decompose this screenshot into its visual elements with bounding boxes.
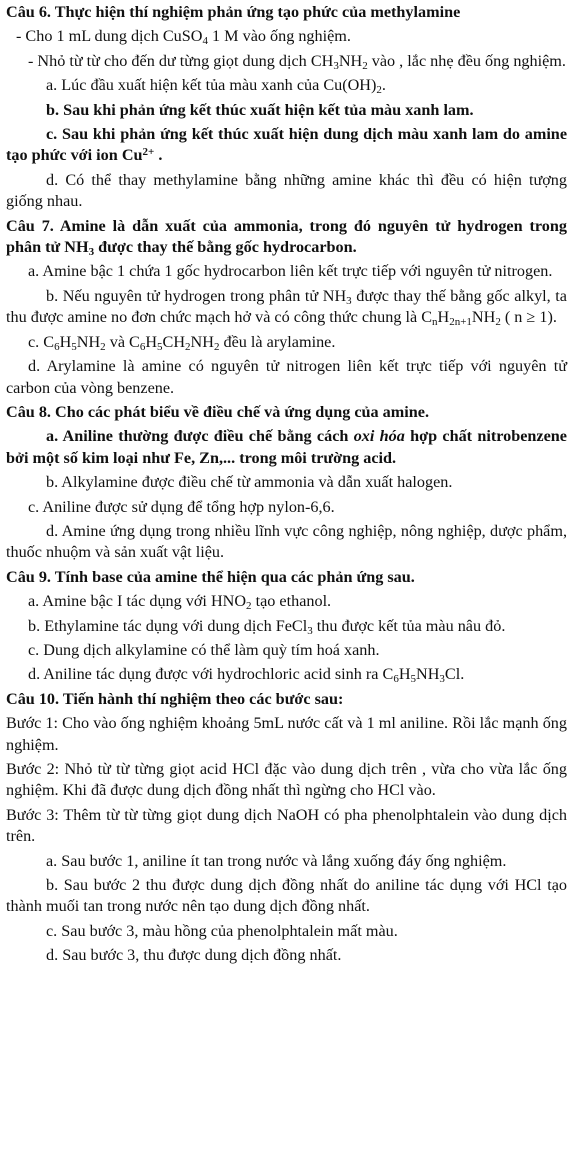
question-9-option-b: b. Ethylamine tác dụng với dung dịch FeCl$_3$ thu được kết tủa màu nâu đỏ. [28,616,506,637]
question-10-title: Câu 10. Tiến hành thí nghiệm theo các bước sau: [6,689,344,708]
question-7-title: Câu 7. Amine là dẫn xuất của ammonia, trong đó nguyên tử hydrogen trong phân tử $NH_3$ được thay thế bằng gốc hydrocarbon. [6,216,567,259]
question-6-option-b: b. Sau khi phản ứng kết thúc xuất hiện kết tủa màu xanh lam. [46,100,474,119]
question-9-option-d: d. Aniline tác dụng được với hydrochloric acid sinh ra $C_6H_5NH_3Cl$. [28,665,465,686]
question-10-step-2: Bước 2: Nhỏ từ từ từng giọt acid HCl đặc vào dung dịch trên , vừa cho vừa lắc ống nghiệm. Khi đã được dung dịch đồng nhất thì ngừng cho HCl vào. [6,760,567,800]
question-6-option-a: a. Lúc đầu xuất hiện kết tủa màu xanh của $Cu(OH)_2$. [46,76,386,97]
question-10-step-3: Bước 3: Thêm từ từ từng giọt dung dịch NaOH có pha phenolphtalein vào dung dịch trên. [6,805,567,846]
question-6-step-2: - Nhỏ từ từ cho đến dư từng giọt dung dịch $CH_3NH_2$ vào , lắc nhẹ đều ống nghiệm. [28,51,566,72]
question-6-option-d: d. Có thể thay methylamine bằng những amine khác thì đều có hiện tượng giống nhau. [6,170,567,211]
question-10-option-a: a. Sau bước 1, aniline ít tan trong nước và lắng xuống đáy ống nghiệm. [46,851,507,870]
question-7-option-d: d. Arylamine là amine có nguyên tử nitrogen liên kết trực tiếp với nguyên tử carbon của vòng benzene. [6,357,567,397]
question-10-option-b: b. Sau bước 2 thu được dung dịch đồng nhất do aniline tác dụng với HCl tạo thành muối tan trong nước nên tạo dung dịch đồng nhất. [6,876,567,916]
question-8-title: Câu 8. Cho các phát biểu về điều chế và ứng dụng của amine. [6,402,429,421]
question-7-option-c: c. $C_6H_5NH_2$ và $C_6H_5CH_2NH_2$ đều là arylamine. [28,332,336,353]
question-7-option-b: b. Nếu nguyên tử hydrogen trong phân tử $NH_3$ được thay thế bằng gốc alkyl, ta thu được amine no đơn chức mạch hở và có công thức chung là $C_nH_{2n+1}NH_2$ ( n ≥ 1). [6,286,567,329]
question-8-option-d: d. Amine ứng dụng trong nhiều lĩnh vực công nghiệp, nông nghiệp, dược phẩm, thuốc nhuộm và sản xuất vật liệu. [6,521,567,562]
question-9-option-a: a. Amine bậc I tác dụng với $HNO_2$ tạo ethanol. [28,592,332,613]
question-9-option-c: c. Dung dịch alkylamine có thể làm quỳ tím hoá xanh. [28,640,380,659]
question-6-option-c: c. Sau khi phản ứng kết thúc xuất hiện dung dịch màu xanh lam do amine tạo phức với ion $Cu^{2+}$ . [6,125,567,165]
question-10-option-c: c. Sau bước 3, màu hồng của phenolphtalein mất màu. [46,921,398,940]
question-8-option-c: c. Aniline được sử dụng để tổng hợp nylon-6,6. [28,497,335,516]
question-6-step-1: - Cho 1 mL dung dịch CuSO$_4$ 1 M vào ống nghiệm. [16,27,351,48]
question-10-step-1: Bước 1: Cho vào ống nghiệm khoảng 5mL nước cất và 1 ml aniline. Rồi lắc mạnh ống nghiệm. [6,714,567,754]
question-8-option-a: a. Aniline thường được điều chế bằng cách oxi hóa hợp chất nitrobenzene bởi một số kim loại như Fe, Zn,... trong môi trường acid. [6,427,567,467]
question-6-title: Câu 6. Thực hiện thí nghiệm phản ứng tạo phức của methylamine [6,3,461,21]
question-8-option-b: b. Alkylamine được điều chế từ ammonia và dẫn xuất halogen. [46,473,453,492]
question-7-option-a: a. Amine bậc 1 chứa 1 gốc hydrocarbon liên kết trực tiếp với nguyên tử nitrogen. [28,262,553,281]
question-10-option-d: d. Sau bước 3, thu được dung dịch đồng nhất. [46,946,342,965]
question-9-title: Câu 9. Tính base của amine thể hiện qua các phản ứng sau. [6,567,415,586]
